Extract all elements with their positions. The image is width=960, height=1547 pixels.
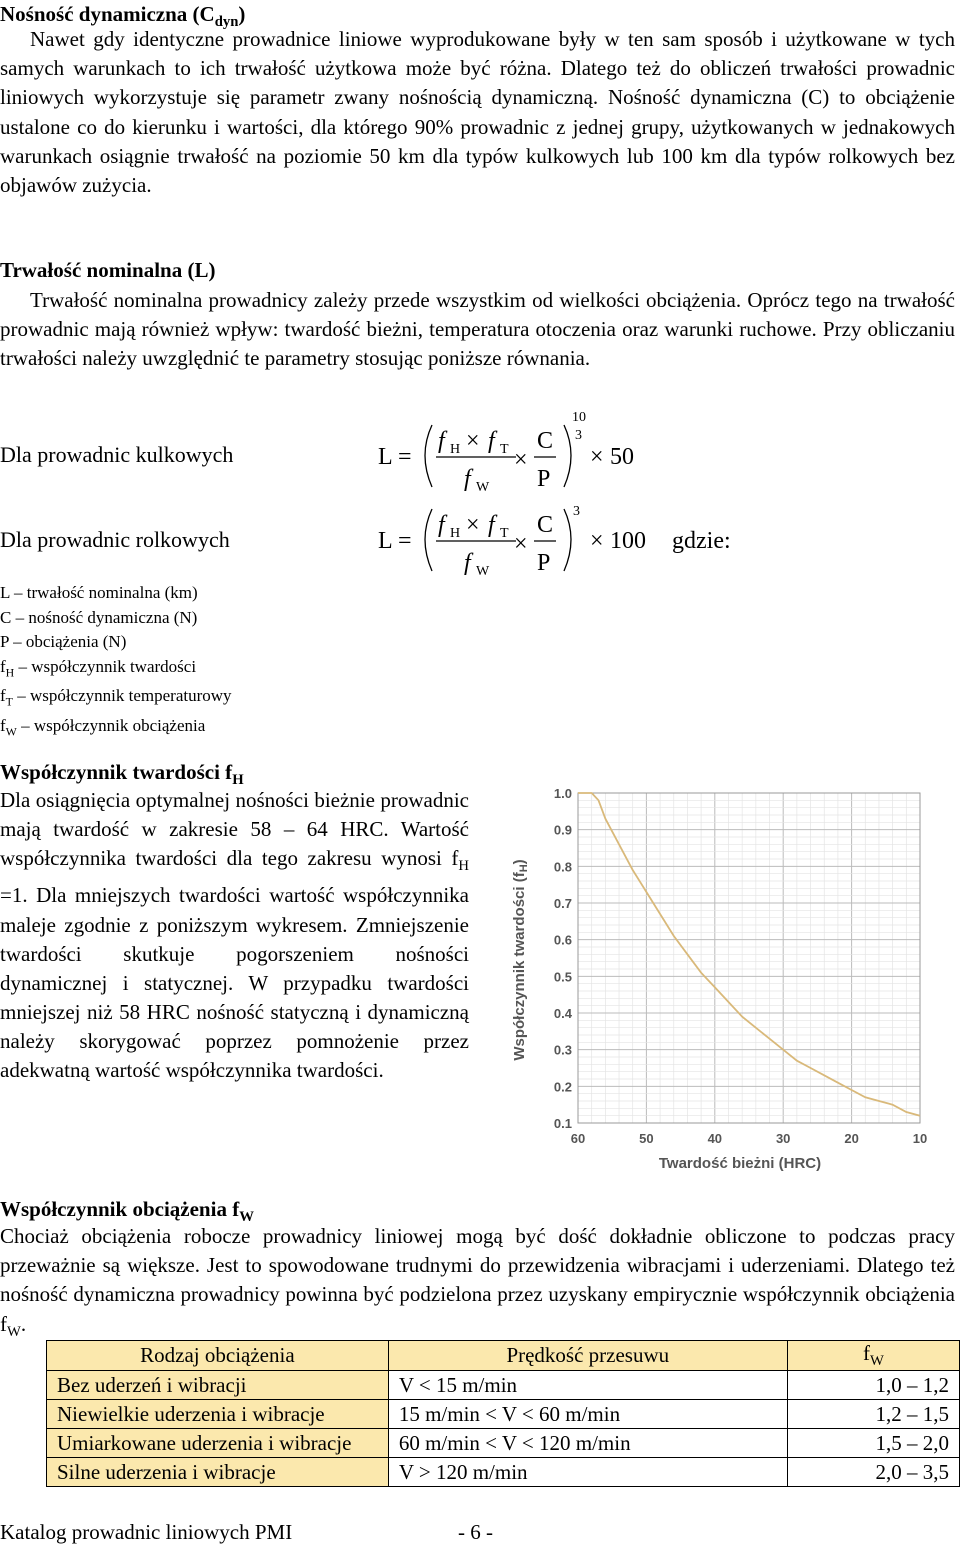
cell-speed: V < 15 m/min (388, 1371, 787, 1400)
x-tick-label: 50 (639, 1131, 654, 1146)
hardness-chart (500, 770, 960, 1180)
formula-ft-sub-2: T (500, 526, 509, 541)
chart-grid (578, 793, 920, 1123)
table-row (47, 1458, 960, 1487)
formula-fh: f (438, 428, 445, 454)
chart-y-label: Współczynnik twardości $(f_H)$ (511, 859, 530, 1061)
roller-exponent: 3 (573, 504, 580, 519)
y-tick-label: 0.5 (553, 969, 572, 985)
cell-fw: 1,2 – 1,5 (787, 1400, 959, 1429)
formula-C-2: C (537, 512, 554, 538)
ball-formula-label: Dla prowadnic kulkowych (0, 442, 234, 467)
x-tick-label: 30 (775, 1131, 791, 1146)
formula-L: L (378, 444, 393, 470)
y-tick-label: 0.6 (553, 932, 572, 948)
roller-formula-label: Dla prowadnic rolkowych (0, 527, 230, 552)
formula-eq-2: = (398, 528, 412, 554)
formula-C: C (537, 428, 554, 454)
definitions-list (0, 581, 232, 744)
paren-left-2 (425, 509, 432, 571)
chart-x-label: Twardość bieżni (HRC) (658, 1155, 822, 1172)
x-tick-label: 60 (570, 1131, 586, 1146)
gdzie-label: gdzie: (672, 528, 731, 554)
formula-fh-2: f (438, 512, 445, 538)
definition-item: $f_H$ – współczynnik twardości (0, 656, 197, 679)
ball-exponent-num: 10 (572, 410, 586, 425)
formula-times-6: × (590, 528, 604, 554)
table-header-row (47, 1341, 960, 1371)
y-tick-label: 0.9 (553, 822, 572, 838)
formula-times-1: × (466, 428, 480, 454)
definition-item: C – nośność dynamiczna (N) (0, 607, 198, 627)
heading-hardness-factor: Współczynnik twardości $f_H$ (0, 760, 244, 789)
formula-L-2: L (378, 528, 393, 554)
paren-right (564, 425, 571, 487)
footer-catalog-name: Katalog prowadnic liniowych PMI (0, 1520, 293, 1544)
formula-times-4: × (466, 512, 480, 538)
table-row (47, 1400, 960, 1429)
cell-load-type: Bez uderzeń i wibracji (47, 1371, 389, 1400)
y-tick-label: 0.7 (553, 896, 572, 911)
header-speed: Prędkość przesuwu (388, 1341, 787, 1371)
definition-item: $f_T$ – współczynnik temperaturowy (0, 686, 232, 709)
cell-fw: 2,0 – 3,5 (787, 1458, 959, 1487)
table-row (47, 1371, 960, 1400)
heading-dynamic-load: Nośność dynamiczna $(C_{dyn})$ (0, 2, 246, 31)
cell-load-type: Niewielkie uderzenia i wibracje (47, 1400, 389, 1429)
cell-speed: V > 120 m/min (388, 1458, 787, 1487)
plot-frame (578, 793, 920, 1123)
formula-fw: f (464, 466, 471, 492)
ball-exponent-den: 3 (575, 428, 582, 443)
formula-times-5: × (514, 531, 528, 557)
y-tick-label: 1.0 (553, 786, 572, 801)
formula-ft-sub: T (500, 442, 509, 457)
y-tick-label: 0.4 (553, 1006, 572, 1021)
life-formulas (370, 405, 770, 585)
x-tick-label: 40 (707, 1131, 723, 1146)
paragraph-hardness-factor: Dla osiągnięcia optymalnej nośności bieżnie prowadnic mają twardość w zakresie 58 – 64 HRC. Wartość współczynnika twardości dla tego zakresu wynosi $f_H =1$. Dla mniejszych twardości wartość współczynnika maleje zgodnie z poniższym wykresem. Zmniejszenie twardości skutkuje pogorszeniem nośności dynamicznej i statycznej. W przypadku twardości mniejszej niż 58 HRC nośność statyczną i dynamiczną należy skorygować poprzez pomnożenie przez adekwatną wartość współczynnika twardości. (0, 788, 469, 1083)
header-load-type: Rodzaj obciążenia (47, 1341, 389, 1371)
load-factor-table (46, 1340, 960, 1487)
formula-ft: f (488, 428, 495, 454)
paragraph-load-factor: Chociaż obciążenia robocze prowadnicy liniowej mogą być dość dokładnie obliczone to podczas pracy przeważnie są większe. Jest to spowodowane trudnymi do przewidzenia wibracjami i uderzeniami. Dlatego też nośność dynamiczna prowadnicy powinna być podzielona przez uzyskany empirycznie współczynnik obciążenia $f_W$. (0, 1224, 955, 1340)
definition-item: L – trwałość nominalna (km) (0, 583, 198, 602)
header-fw: $f_W$ (787, 1341, 959, 1371)
definition-item: $f_W$ – współczynnik obciążenia (0, 716, 206, 739)
ball-factor: 50 (610, 444, 634, 470)
cell-speed: 15 m/min < V < 60 m/min (388, 1400, 787, 1429)
formula-fw-2: f (464, 550, 471, 576)
cell-load-type: Umiarkowane uderzenia i wibracje (47, 1429, 389, 1458)
table-row (47, 1429, 960, 1458)
footer-page-number: - 6 - (458, 1520, 493, 1544)
cell-load-type: Silne uderzenia i wibracje (47, 1458, 389, 1487)
cell-speed: 60 m/min < V < 120 m/min (388, 1429, 787, 1458)
formula-eq: = (398, 444, 412, 470)
formula-times-3: × (590, 444, 604, 470)
formula-P-2: P (537, 550, 551, 576)
x-tick-label: 20 (844, 1131, 859, 1146)
formula-fh-sub-2: H (450, 526, 461, 541)
x-tick-label: 10 (912, 1131, 928, 1146)
y-tick-label: 0.2 (553, 1079, 572, 1095)
y-tick-label: 0.1 (553, 1116, 572, 1131)
definition-item: P – obciążenia (N) (0, 632, 127, 651)
heading-nominal-life: Trwałość nominalna (L) (0, 258, 216, 282)
heading-load-factor: Współczynnik obciążenia $f_W$ (0, 1197, 254, 1226)
formula-ft-2: f (488, 512, 495, 538)
formula-fw-sub: W (476, 480, 490, 495)
paren-right-2 (564, 509, 571, 571)
y-tick-label: 0.3 (553, 1042, 572, 1058)
y-tick-label: 0.8 (553, 859, 572, 875)
roller-factor: 100 (610, 528, 646, 554)
cell-fw: 1,5 – 2,0 (787, 1429, 959, 1458)
paragraph-nominal-life: Trwałość nominalna prowadnicy zależy przede wszystkim od wielkości obciążenia. Oprócz tego na trwałość prowadnic mają również wpływ: twardość bieżni, temperatura otoczenia oraz warunki ruchowe. Przy obliczaniu trwałości należy uwzględnić te parametry stosując poniższe równania. (0, 288, 955, 371)
cell-fw: 1,0 – 1,2 (787, 1371, 959, 1400)
paren-left (425, 425, 432, 487)
formula-times-2: × (514, 447, 528, 473)
paragraph-dynamic-load: Nawet gdy identyczne prowadnice liniowe wyprodukowane były w ten sam sposób i użytkowane w tych samych warunkach to ich trwałość użytkowa może być różna. Dlatego też do obliczeń trwałości prowadnic liniowych wykorzystuje się parametr zwany nośnością dynamiczną. Nośność dynamiczna (C) to obciążenie ustalone co do kierunku i wartości, dla którego 90% prowadnic z jednej grupy, użytkowanych w jednakowych warunkach osiągnie trwałość na poziomie 50 km dla typów kulkowych lub 100 km dla typów rolkowych bez objawów zużycia. (0, 27, 955, 198)
formula-fh-sub: H (450, 442, 461, 457)
formula-fw-sub-2: W (476, 564, 490, 579)
formula-P: P (537, 466, 551, 492)
